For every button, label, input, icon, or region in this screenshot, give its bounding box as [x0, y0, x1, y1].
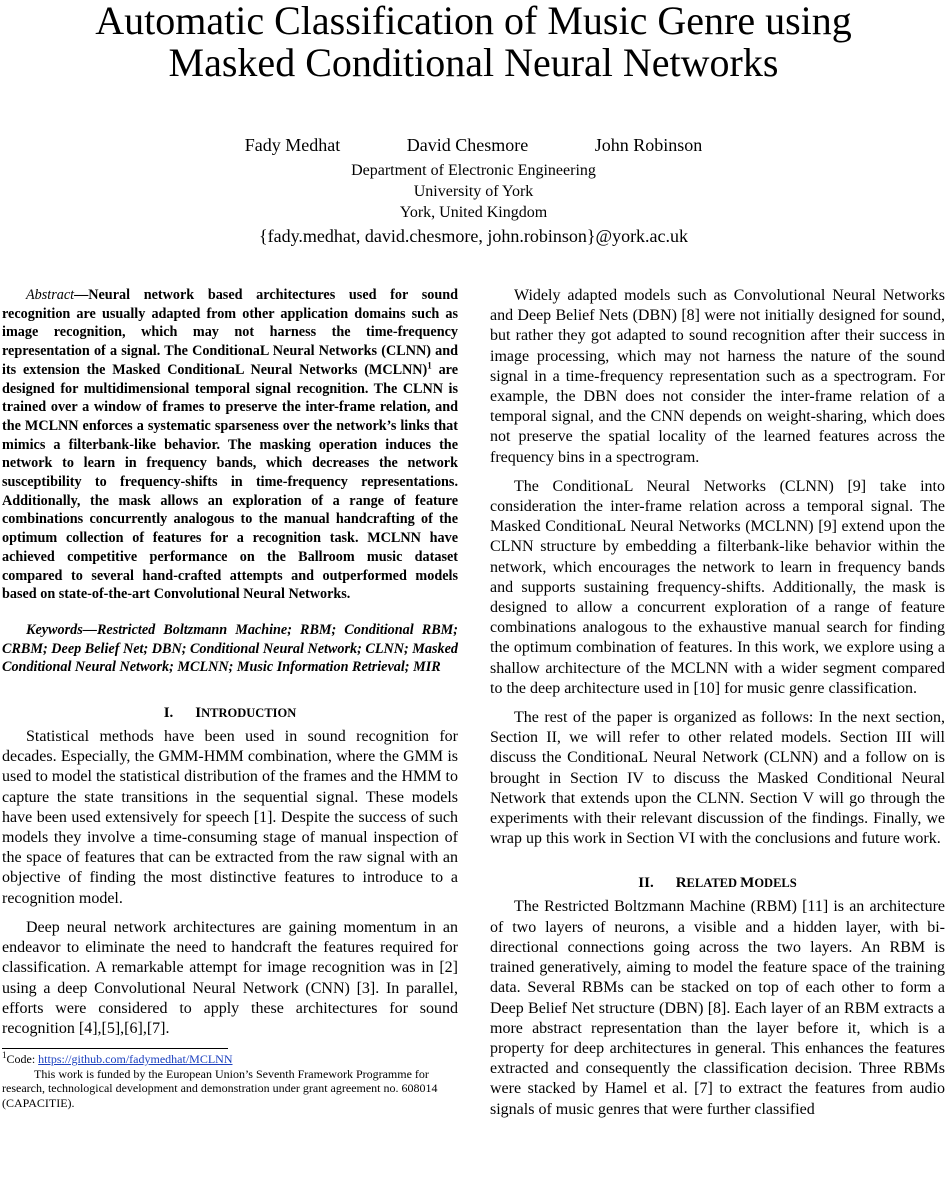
section-heading-introduction [2, 703, 458, 723]
section-title-rest: ODELS [754, 876, 797, 891]
author-name: David Chesmore [406, 135, 529, 155]
section-title-initial: M [740, 875, 755, 892]
paragraph: The ConditionaL Neural Networks (CLNN) [9] take into consideration the inter-frame relation across a temporal signal. The Masked ConditionaL Neural Networks (MCLNN) [9] extend upon the CLNN structure by embedding a filterbank-like behavior within the network, which encourages the network to learn in frequency bands and supports sustaining frequency-shifts. Additionally, the mask is designed to allow a concurrent exploration of a range of feature combinations analogous to the exhaustive manual search for finding the optimum combination of features. In this work, we explore using a shallow architecture of the MCLNN with a wider segment compared to the deep architecture used in [10] for music genre classification. [490, 477, 945, 697]
abstract-text-2: are designed for multidimensional temporal signal recognition. The CLNN is trained over a window of frames to preserve the inter-frame relation, and the MCLNN enforces a systematic sparseness over the network’s links that mimics a filterbank-like behavior. The masking operation induces the network to learn in frequency bands, which decreases the network susceptibility to frequency-shifts in time-frequency representations. Additionally, the mask allows an exploration of a range of feature combinations concurrently analogous to the manual handcrafting of the optimum collection of features for a recognition task. MCLNN have achieved competitive performance on the Ballroom music dataset compared to several hand-crafted attempts and outperformed models based on state-of-the-art Convolutional Neural Networks. [2, 361, 458, 603]
author-list [0, 133, 947, 157]
abstract-text-1: Neural network based architectures used for sound recognition are usually adapted from other application domains such as image recognition, which may not harness the time-frequency representation of a signal. The ConditionaL Neural Networks (CLNN) and its extension the Masked ConditionaL Neural Networks (MCLNN) [2, 287, 458, 378]
section-number: I. [163, 705, 174, 722]
author-name: Fady Medhat [244, 135, 341, 155]
section-heading-related-models [490, 873, 945, 893]
title-line-2: Masked Conditional Neural Networks [168, 40, 779, 85]
right-column [490, 286, 945, 1120]
footnote-marker: 1 [427, 360, 432, 371]
university: University of York [413, 183, 534, 200]
left-column [2, 286, 458, 1110]
paragraph: Statistical methods have been used in sound recognition for decades. Especially, the GMM-HMM combination, where the GMM is used to model the statistical distribution of the frames and the HMM to capture the state transitions in the sequential signal. These models have been used extensively for speech [1]. Despite the success of such models they involve a time-consuming stage of manual inspection of the space of features that can be extracted from the raw signal with an objective of finding the most distinctive features to introduce to a recognition model. [2, 728, 458, 907]
author-emails: {fady.medhat, david.chesmore, john.robinson}@york.ac.uk [258, 226, 689, 246]
footnote-code-label: Code: [6, 1052, 39, 1067]
section-title-initial: R [675, 875, 687, 892]
paragraph: Widely adapted models such as Convolutional Neural Networks and Deep Belief Nets (DBN) [8] were not initially designed for sound, but rather they got adapted to sound recognition after their success in image processing, which may not harness the nature of the sound signal in a time-frequency representation such as a spectrogram. For example, the DBN does not consider the inter-frame relation of a temporal signal, and the CNN depends on weight-sharing, which does not preserve the spatial locality of the learned features across the frequency bins in a spectrogram. [490, 287, 945, 466]
paper-title [0, 0, 947, 84]
abstract-dash: — [74, 287, 89, 303]
footnote-marker: 1 [2, 1050, 7, 1061]
location: York, United Kingdom [399, 204, 548, 221]
footnote-divider [2, 1048, 228, 1049]
affiliation-block [0, 160, 947, 245]
keywords: Keywords—Restricted Boltzmann Machine; RBM; Conditional RBM; CRBM; Deep Belief Net; DBN; Conditional Neural Network; CLNN; Masked Conditional Neural Network; MCLNN; Music Information Retrieval; MIR [2, 621, 458, 676]
department: Department of Electronic Engineering [351, 162, 596, 179]
section-title-initial: I [195, 705, 202, 722]
paragraph: Deep neural network architectures are gaining momentum in an endeavor to eliminate the need to handcraft the features required for classification. A remarkable attempt for image recognition was in [2] using a deep Convolutional Neural Network (CNN) [3]. In parallel, efforts were considered to apply these architectures for sound recognition [4],[5],[6],[7]. [2, 918, 458, 1037]
author-name: John Robinson [594, 135, 703, 155]
section-number: II. [638, 875, 654, 892]
footnote [2, 1052, 458, 1110]
footnote-code-line [2, 1052, 458, 1067]
funding-note: This work is funded by the European Union’s Seventh Framework Programme for research, technological development and demonstration under grant agreement no. 608014 (CAPACITIE). [2, 1066, 438, 1110]
code-repository-link[interactable]: https://github.com/fadymedhat/MCLNN [38, 1052, 233, 1067]
paragraph: The Restricted Boltzmann Machine (RBM) [11] is an architecture of two layers of neurons, a visible and a hidden layer, with bi-directional connections going across the two layers. An RBM is trained generatively, aiming to model the feature space of the training data. Several RBMs can be stacked on top of each other to form a Deep Belief Net structure (DBN) [8]. Each layer of an RBM extracts a more abstract representation than the layer before it, which is a property for deep architectures in general. This enhances the features extracted and consequently the classification decision. Three RBMs were stacked by Hamel et al. [7] to extract the features from audio signals of music genres that were further classified [490, 898, 945, 1118]
abstract [2, 286, 458, 604]
section-title-rest: NTRODUCTION [201, 706, 297, 721]
section-title-rest: ELATED [686, 876, 741, 891]
title-line-1: Automatic Classification of Music Genre using [95, 0, 852, 43]
abstract-label: Abstract [26, 287, 75, 303]
paragraph: The rest of the paper is organized as follows: In the next section, Section II, we will refer to other related models. Section III will discuss the ConditionaL Neural Network (CLNN) and a follow on is brought in Section IV to discuss the Masked Conditional Neural Network that extends upon the CLNN. Section V will go through the experiments with their relevant discussion of the findings. Finally, we wrap up this work in Section VI with the conclusions and future work. [490, 709, 945, 848]
